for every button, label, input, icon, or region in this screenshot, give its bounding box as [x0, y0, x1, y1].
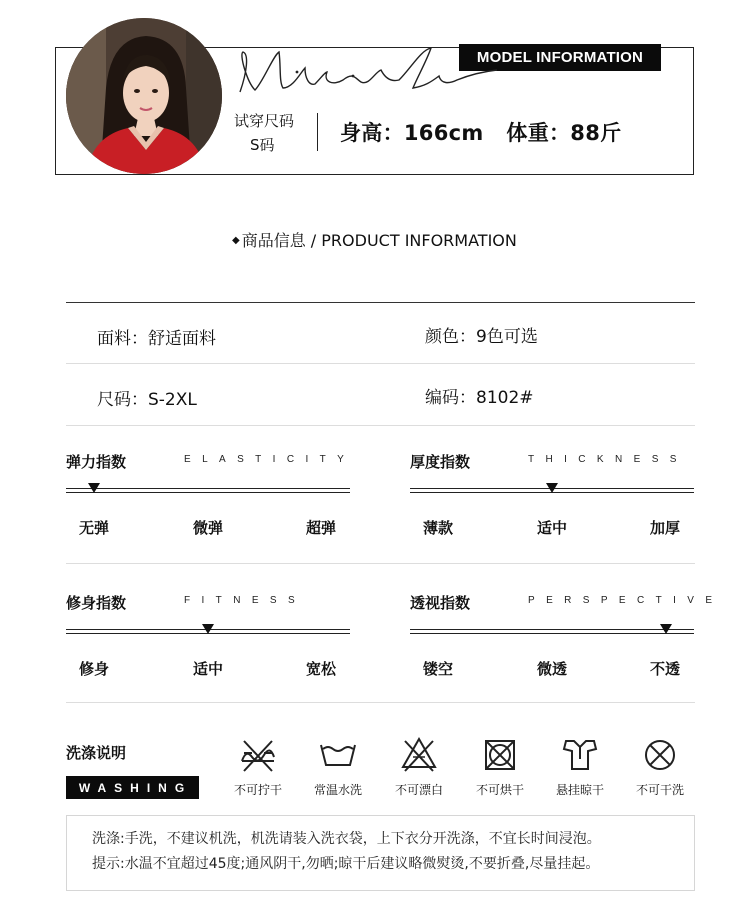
scale-title: 透视指数 — [410, 594, 471, 612]
size-info: 尺码：S-2XL — [97, 390, 197, 410]
care-item — [303, 735, 373, 798]
hang-dry-icon — [560, 735, 600, 775]
divider — [317, 113, 318, 151]
scale-level: 镂空 — [423, 660, 454, 678]
divider — [66, 363, 695, 364]
scale-level: 适中 — [193, 660, 224, 678]
normal-wash-icon — [318, 735, 358, 775]
scale-level: 加厚 — [650, 519, 681, 537]
no-wring-icon — [238, 735, 278, 775]
care-label: 不可烘干 — [475, 783, 524, 797]
washing-badge: WASHING — [66, 776, 199, 799]
no-tumble-dry-icon — [480, 735, 520, 775]
washing-tip: 提示:水温不宜超过45度;通风阴干,勿晒;晾干后建议略微熨烫,不要折叠,尽量挂起。 — [92, 856, 600, 872]
diamond-icon: ◆ — [232, 235, 240, 246]
care-label: 不可漂白 — [394, 783, 443, 797]
divider — [66, 302, 695, 303]
scale-level: 适中 — [537, 519, 568, 537]
washing-note: 洗涤:手洗，不建议机洗，机洗请装入洗衣袋，上下衣分开洗涤，不宜长时间浸泡。 — [92, 831, 601, 847]
scale-title-en: ELASTICITY — [184, 454, 356, 465]
scale-level: 薄款 — [423, 519, 454, 537]
code-info: 编码：8102# — [425, 388, 534, 408]
scale-level: 不透 — [650, 660, 681, 678]
scale-title-en: THICKNESS — [528, 454, 688, 465]
product-info-title — [232, 228, 517, 251]
divider — [66, 702, 695, 703]
care-item — [625, 735, 695, 798]
care-label: 常温水洗 — [313, 783, 362, 797]
scale-title: 修身指数 — [66, 594, 127, 612]
care-item — [465, 735, 535, 798]
scale-track — [410, 629, 694, 634]
care-label: 悬挂晾干 — [555, 783, 604, 797]
scale-marker-icon — [660, 624, 672, 634]
divider — [66, 563, 695, 564]
product-info-title-text: 商品信息 / PRODUCT INFORMATION — [241, 231, 517, 250]
scale-level: 宽松 — [306, 660, 337, 678]
scale-level: 无弹 — [79, 519, 110, 537]
scale-marker-icon — [546, 483, 558, 493]
scale-level: 微透 — [537, 660, 568, 678]
model-measurements: 身高：166cm 体重：88斤 — [340, 121, 622, 145]
scale-marker-icon — [202, 624, 214, 634]
no-dry-clean-icon — [640, 735, 680, 775]
scale-marker-icon — [88, 483, 100, 493]
trial-size-value: S码 — [250, 136, 275, 154]
no-bleach-icon — [399, 735, 439, 775]
signature-logo — [235, 42, 505, 106]
scale-title-en: PERSPECTIVE — [528, 595, 724, 606]
washing-notes — [66, 815, 695, 891]
trial-size-label: 试穿尺码 — [234, 112, 295, 130]
care-item — [384, 735, 454, 798]
scale-track — [66, 488, 350, 493]
scale-level: 修身 — [79, 660, 110, 678]
scale-title: 弹力指数 — [66, 453, 127, 471]
model-information-tag: MODEL INFORMATION — [459, 44, 661, 71]
care-label: 不可拧干 — [233, 783, 282, 797]
care-item — [223, 735, 293, 798]
care-label: 不可干洗 — [635, 783, 684, 797]
color-info: 颜色：9色可选 — [425, 327, 538, 347]
care-item — [545, 735, 615, 798]
divider — [66, 425, 695, 426]
washing-title: 洗涤说明 — [66, 744, 127, 762]
scale-level: 超弹 — [306, 519, 337, 537]
scale-title-en: FITNESS — [184, 595, 307, 606]
fabric-info: 面料：舒适面料 — [97, 329, 216, 349]
scale-level: 微弹 — [193, 519, 224, 537]
model-avatar — [66, 18, 222, 174]
scale-title: 厚度指数 — [410, 453, 471, 471]
